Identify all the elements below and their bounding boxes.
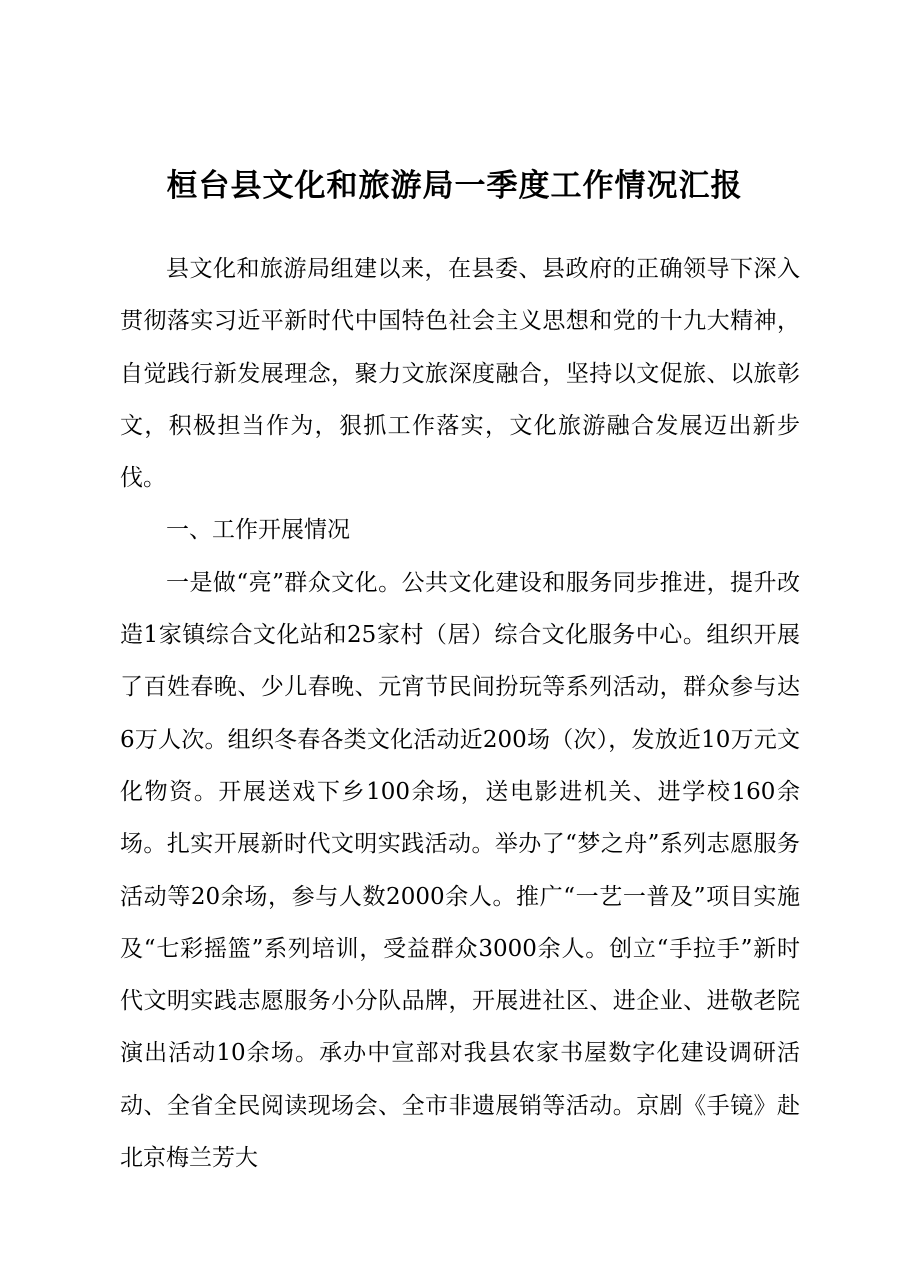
section-heading: 一、工作开展情况: [166, 517, 350, 544]
document-title: 桓台县文化和旅游局一季度工作情况汇报: [166, 168, 743, 204]
body-paragraph: 一是做“亮”群众文化。公共文化建设和服务同步推进，提升改造1家镇综合文化站和25家村（居）综合文化服务中心。组织开展了百姓春晚、少儿春晚、元宵节民间扮玩等系列活动，群众参与达6万人次。组织冬春各类文化活动近200场（次），发放近10万元文化物资。开展送戏下乡100余场，送电影进机关、进学校160余场。扎实开展新时代文明实践活动。举办了“梦之舟”系列志愿服务活动等20余场，参与人数2000余人。推广“一艺一普及”项目实施及“七彩摇篮”系列培训，受益群众3000余人。创立“手拉手”新时代文明实践志愿服务小分队品牌，开展进社区、进企业、进敬老院演出活动10余场。承办中宣部对我县农家书屋数字化建设调研活动、全省全民阅读现场会、全市非遗展销等活动。京剧《手镜》赴北京梅兰芳大: [120, 569, 800, 1172]
document-body: [120, 243, 800, 1184]
intro-paragraph: 县文化和旅游局组建以来，在县委、县政府的正确领导下深入贯彻落实习近平新时代中国特色社会主义思想和党的十九大精神，自觉践行新发展理念，聚力文旅深度融合，坚持以文促旅、以旅彰文，积极担当作为，狠抓工作落实，文化旅游融合发展迈出新步伐。: [120, 256, 800, 492]
